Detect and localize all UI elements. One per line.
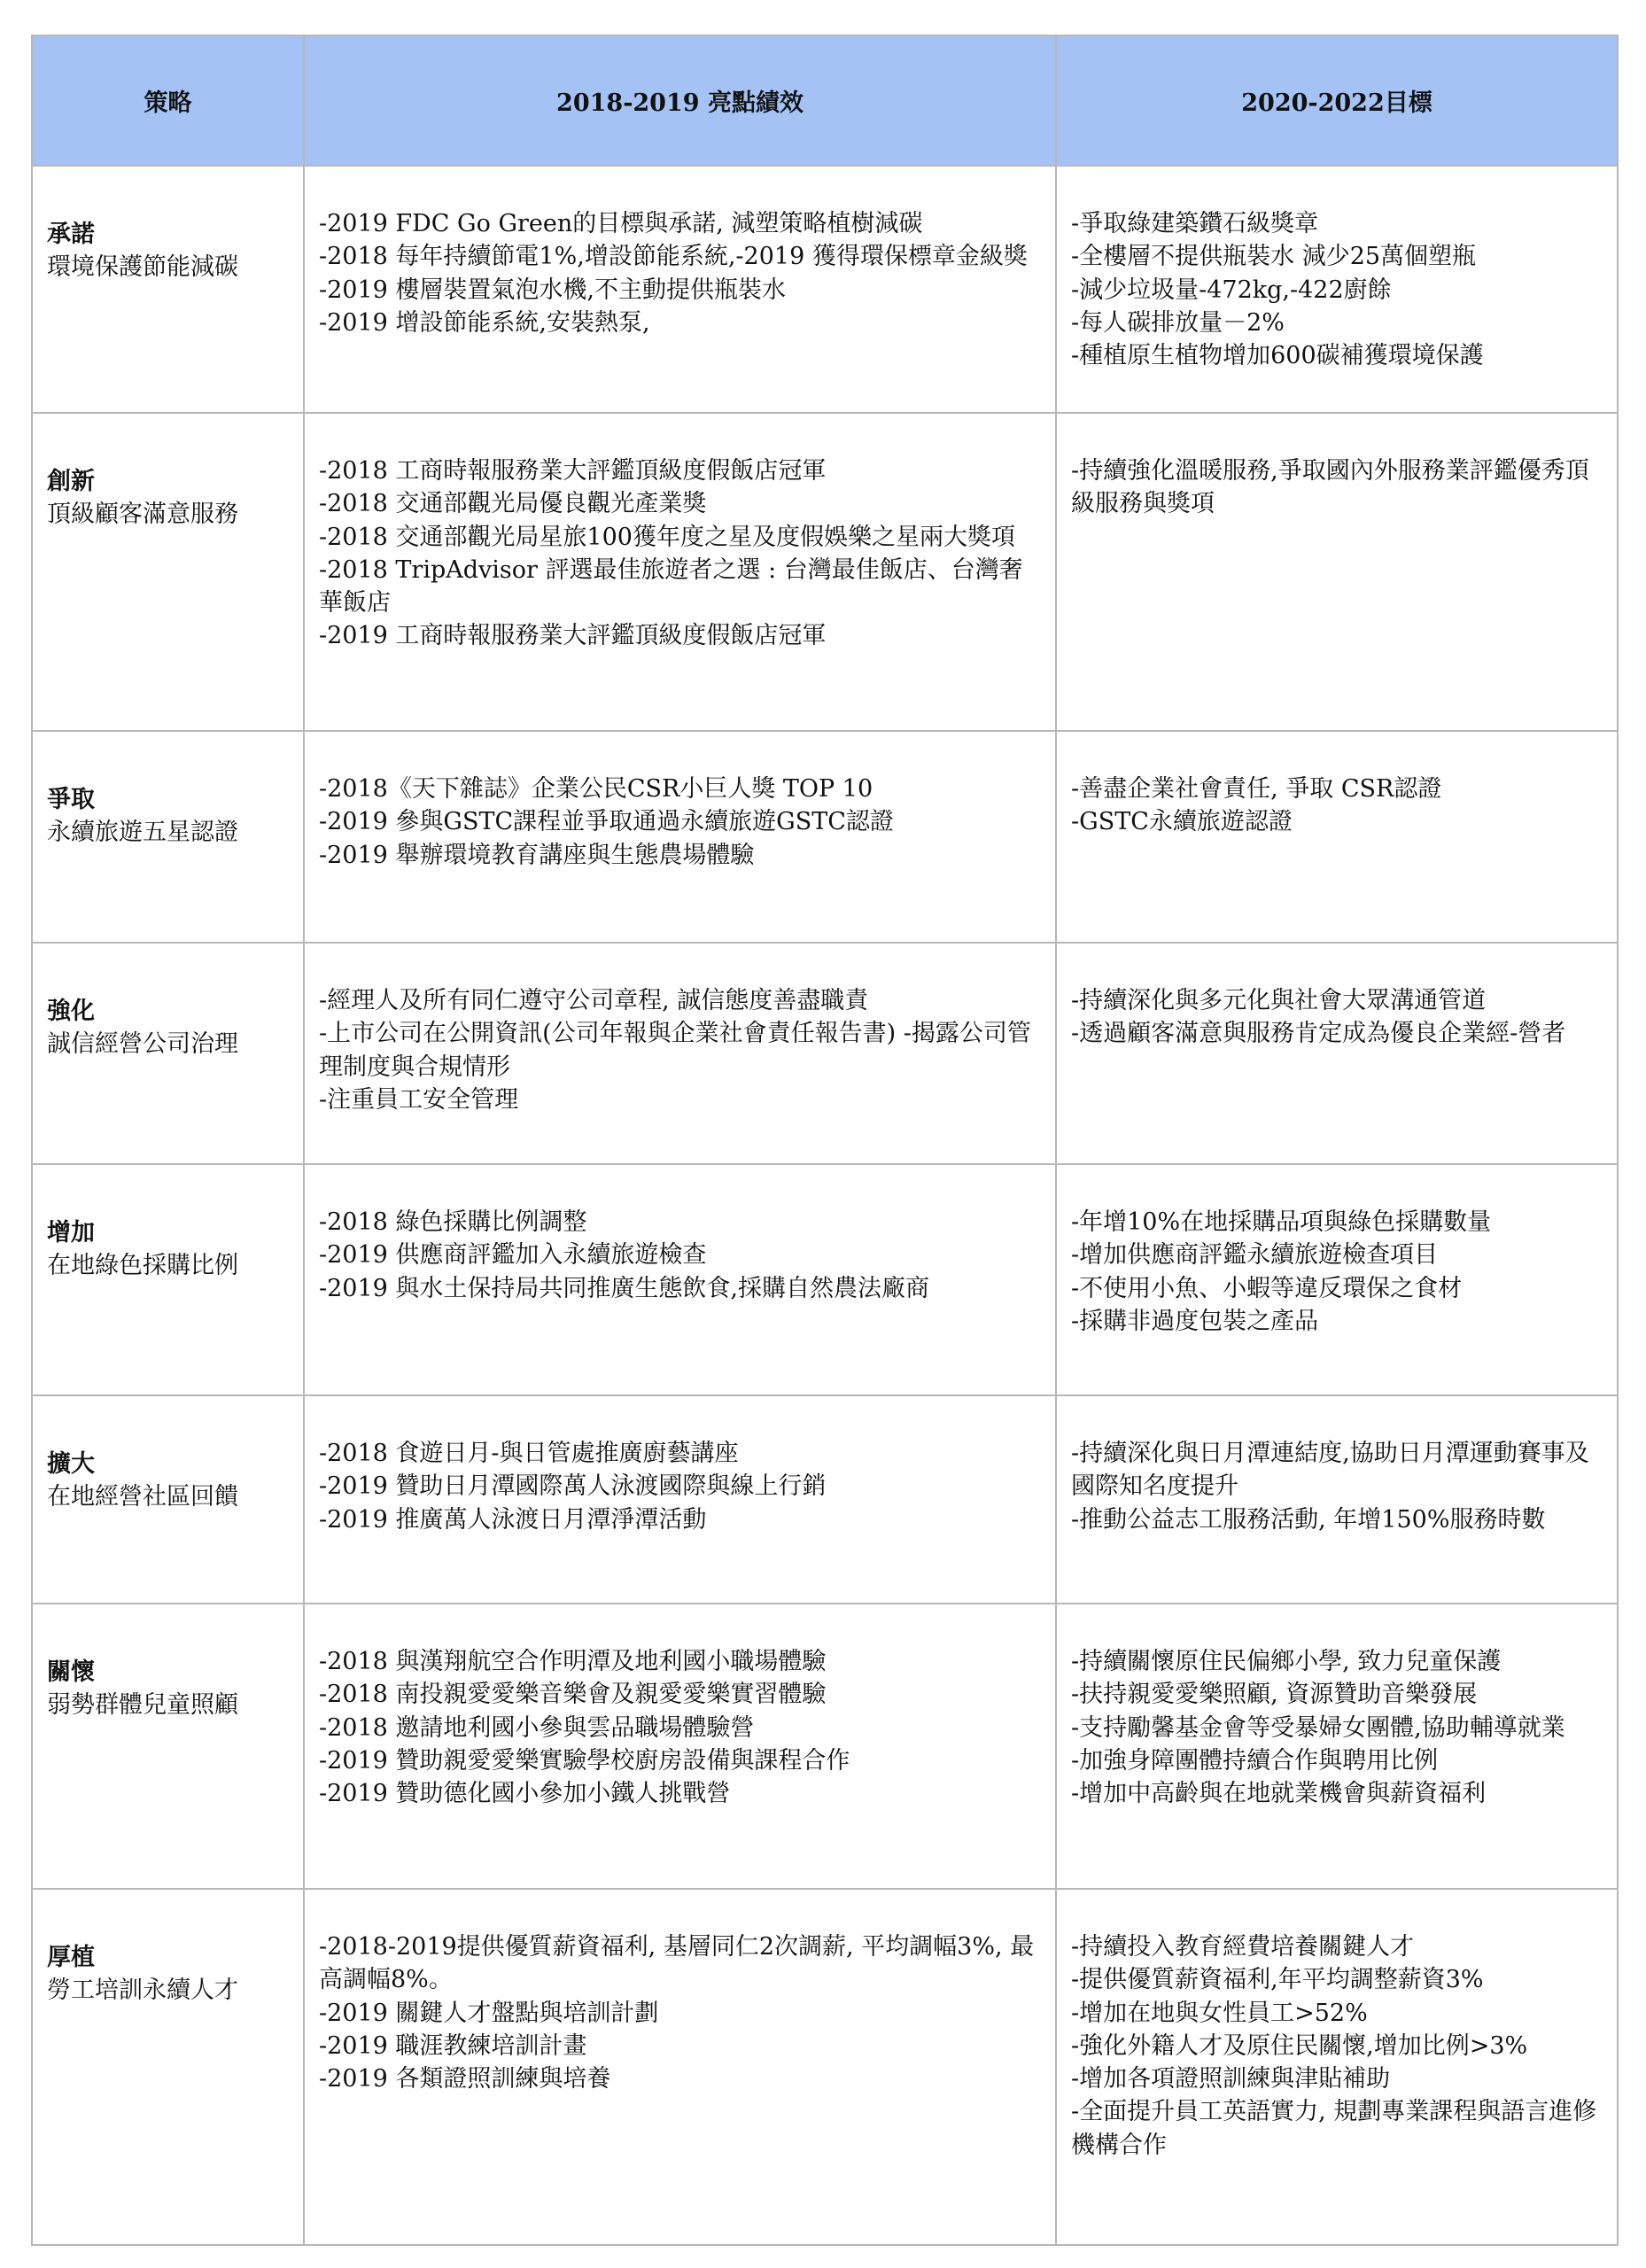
goal-cell (1056, 413, 1618, 731)
strategy-description: 在地綠色採購比例 (47, 1252, 238, 1280)
performance-cell (304, 1164, 1056, 1395)
goal-item: -全面提升員工英語實力, 規劃專業課程與語言進修機構合作 (1071, 2098, 1597, 2159)
performance-cell (304, 1889, 1056, 2245)
goal-item: -善盡企業社會責任, 爭取 CSR認證 (1071, 775, 1442, 803)
strategy-name: 強化 (47, 998, 95, 1025)
table-row (32, 731, 1618, 943)
goal-cell (1056, 1164, 1618, 1395)
performance-cell (304, 1395, 1056, 1604)
table-row (32, 1604, 1618, 1889)
performance-item: -2019 與水土保持局共同推廣生態飲食,採購自然農法廠商 (319, 1274, 929, 1302)
performance-item: -經理人及所有同仁遵守公司章程, 誠信態度善盡職責 (319, 987, 869, 1014)
strategy-table (31, 35, 1619, 2246)
strategy-cell (32, 1395, 304, 1604)
performance-item: -2018 TripAdvisor 評選最佳旅遊者之選 : 台灣最佳飯店、台灣奢華飯店 (319, 555, 1023, 617)
strategy-name: 承諾 (47, 221, 95, 248)
goal-item: -採購非過度包裝之產品 (1071, 1307, 1319, 1335)
performance-item: -2019 贊助德化國小參加小鐵人挑戰營 (319, 1780, 731, 1807)
strategy-name: 爭取 (47, 786, 95, 813)
performance-item: -2019 增設節能系統,安裝熱泵, (319, 308, 650, 337)
performance-item: -2019 舉辦環境教育講座與生態農場體驗 (319, 841, 755, 869)
performance-item: -2018 交通部觀光局優良觀光產業獎 (319, 490, 707, 518)
strategy-description: 環境保護節能減碳 (47, 253, 238, 282)
performance-item: -2018 邀請地利國小參與雲品職場體驗營 (319, 1713, 755, 1742)
table-row (32, 1889, 1618, 2245)
header-goals: 2020-2022目標 (1056, 35, 1618, 166)
goal-cell (1056, 943, 1618, 1164)
performance-item: -2019 贊助親愛愛樂實驗學校廚房設備與課程合作 (319, 1746, 850, 1775)
performance-cell (304, 731, 1056, 943)
performance-item: -上市公司在公開資訊(公司年報與企業社會責任報告書) -揭露公司管理制度與合規情形 (319, 1020, 1031, 1081)
performance-item: -注重員工安全管理 (319, 1085, 519, 1114)
performance-item: -2019 工商時報服務業大評鑑頂級度假飯店冠軍 (319, 622, 827, 650)
goal-item: -種植原生植物增加600碳補獲環境保護 (1071, 342, 1484, 369)
performance-item: -2019 職涯教練培訓計畫 (319, 2031, 587, 2060)
goal-item: -年增10%在地採購品項與綠色採購數量 (1071, 1208, 1492, 1236)
goal-item: -增加供應商評鑑永續旅遊檢查項目 (1071, 1241, 1439, 1270)
goal-item: -不使用小魚、小蝦等違反環保之食材 (1071, 1274, 1463, 1302)
goal-item: -持續投入教育經費培養關鍵人才 (1071, 1933, 1415, 1961)
performance-cell (304, 1604, 1056, 1889)
table-row (32, 943, 1618, 1164)
strategy-cell (32, 413, 304, 731)
performance-item: -2018 食遊日月-與日管處推廣廚藝講座 (319, 1440, 739, 1467)
header-performance: 2018-2019 亮點績效 (304, 35, 1056, 166)
goal-item: -每人碳排放量－2% (1071, 308, 1285, 337)
goal-item: -推動公益志工服務活動, 年增150%服務時數 (1071, 1505, 1546, 1534)
table-body (32, 166, 1618, 2245)
goal-item: -透過顧客滿意與服務肯定成為優良企業經-營者 (1071, 1020, 1566, 1048)
performance-item: -2018 每年持續節電1%,增設節能系統,-2019 獲得環保標章金級獎 (319, 243, 1028, 271)
goal-item: -持續深化與日月潭連結度,協助日月潭運動賽事及國際知名度提升 (1071, 1440, 1589, 1501)
performance-item: -2019 樓層裝置氣泡水機,不主動提供瓶裝水 (319, 276, 787, 304)
goal-cell (1056, 731, 1618, 943)
table-row (32, 1395, 1618, 1604)
table-row (32, 166, 1618, 413)
goal-cell (1056, 1604, 1618, 1889)
strategy-cell (32, 1889, 304, 2245)
goal-item: -加強身障團體持續合作與聘用比例 (1071, 1746, 1439, 1775)
table-row (32, 413, 1618, 731)
performance-item: -2019 關鍵人才盤點與培訓計劃 (319, 1999, 659, 2027)
goal-item: -扶持親愛愛樂照顧, 資源贊助音樂發展 (1071, 1681, 1478, 1709)
goal-item: -持續深化與多元化與社會大眾溝通管道 (1071, 987, 1487, 1014)
header-row (32, 35, 1618, 166)
strategy-cell (32, 731, 304, 943)
strategy-cell (32, 943, 304, 1164)
performance-item: -2018《天下雜誌》企業公民CSR小巨人獎 TOP 10 (319, 775, 873, 803)
goal-item: -持續關懷原住民偏鄉小學, 致力兒童保護 (1071, 1648, 1502, 1675)
strategy-description: 永續旅遊五星認證 (47, 819, 238, 847)
performance-item: -2018 綠色採購比例調整 (319, 1208, 587, 1236)
performance-item: -2019 推廣萬人泳渡日月潭淨潭活動 (319, 1505, 707, 1534)
performance-item: -2018 南投親愛愛樂音樂會及親愛愛樂實習體驗 (319, 1681, 827, 1709)
strategy-description: 頂級顧客滿意服務 (47, 501, 238, 529)
strategy-description: 在地經營社區回饋 (47, 1483, 238, 1511)
performance-item: -2019 FDC Go Green的目標與承諾, 減塑策略植樹減碳 (319, 210, 923, 237)
performance-item: -2018 交通部觀光局星旅100獲年度之星及度假娛樂之星兩大獎項 (319, 523, 1015, 551)
goal-item: -增加各項證照訓練與津貼補助 (1071, 2065, 1391, 2093)
strategy-description: 弱勢群體兒童照顧 (47, 1691, 238, 1720)
goal-item: -持續強化溫暖服務,爭取國內外服務業評鑑優秀頂級服務與獎項 (1071, 457, 1589, 518)
goal-item: -增加中高齡與在地就業機會與薪資福利 (1071, 1780, 1487, 1807)
strategy-name: 厚植 (47, 1944, 95, 1971)
goal-item: -強化外籍人才及原住民關懷,增加比例>3% (1071, 2031, 1528, 2060)
goal-item: -爭取綠建築鑽石級獎章 (1071, 210, 1319, 237)
performance-item: -2019 贊助日月潭國際萬人泳渡國際與線上行銷 (319, 1472, 827, 1501)
performance-cell (304, 166, 1056, 413)
strategy-description: 誠信經營公司治理 (47, 1030, 238, 1059)
strategy-name: 關懷 (47, 1658, 95, 1686)
goal-item: -增加在地與女性員工>52% (1071, 1999, 1368, 2027)
table-row (32, 1164, 1618, 1395)
performance-item: -2018 與漢翔航空合作明潭及地利國小職場體驗 (319, 1648, 827, 1675)
performance-cell (304, 943, 1056, 1164)
goal-item: -全樓層不提供瓶裝水 減少25萬個塑瓶 (1071, 243, 1477, 271)
strategy-name: 擴大 (47, 1450, 95, 1478)
performance-item: -2018 工商時報服務業大評鑑頂級度假飯店冠軍 (319, 457, 827, 485)
performance-item: -2019 供應商評鑑加入永續旅遊檢查 (319, 1241, 707, 1270)
strategy-name: 創新 (47, 468, 95, 495)
goal-item: -支持勵馨基金會等受暴婦女團體,協助輔導就業 (1071, 1713, 1565, 1742)
performance-cell (304, 413, 1056, 731)
strategy-description: 勞工培訓永續人才 (47, 1977, 238, 2005)
strategy-cell (32, 166, 304, 413)
goal-item: -GSTC永續旅遊認證 (1071, 808, 1293, 836)
goal-item: -提供優質薪資福利,年平均調整薪資3% (1071, 1966, 1484, 1994)
document-page (31, 35, 1617, 2246)
strategy-name: 增加 (47, 1219, 95, 1247)
performance-item: -2018-2019提供優質薪資福利, 基層同仁2次調薪, 平均調幅3%, 最高調幅8%。 (319, 1933, 1035, 1994)
goal-cell (1056, 1395, 1618, 1604)
goal-item: -減少垃圾量-472kg,-422廚餘 (1071, 276, 1392, 304)
performance-item: -2019 參與GSTC課程並爭取通過永續旅遊GSTC認證 (319, 808, 894, 836)
performance-item: -2019 各類證照訓練與培養 (319, 2065, 611, 2093)
goal-cell (1056, 166, 1618, 413)
goal-cell (1056, 1889, 1618, 2245)
strategy-cell (32, 1604, 304, 1889)
header-strategy: 策略 (32, 35, 304, 166)
strategy-cell (32, 1164, 304, 1395)
